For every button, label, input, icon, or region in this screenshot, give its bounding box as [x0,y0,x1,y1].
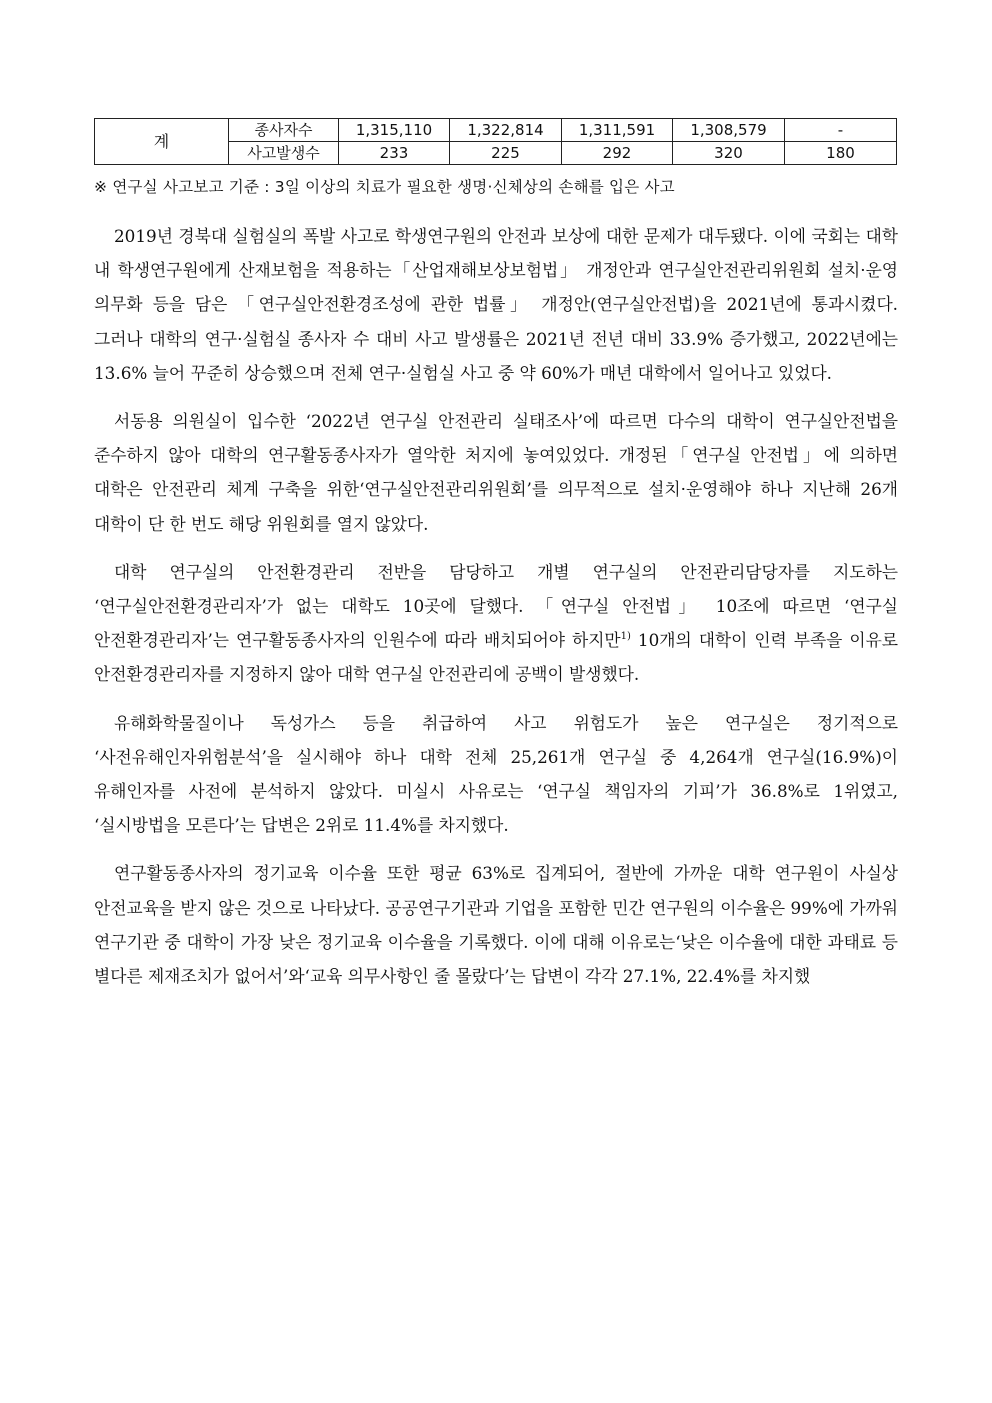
table-row [95,119,897,142]
paragraph-text: 대학 연구실의 안전환경관리 전반을 담당하고 개별 연구실의 안전관리담당자를 지도하는 ‘연구실안전환경관리자’가 없는 대학도 10곳에 달했다. 「연구실 안전법」 10조에 따르면 ‘연구실 안전환경관리자’는 연구활동종사자의 인원수에 따라 배치되어야 하지만 [94,561,898,651]
row-label-cell: 사고발생수 [229,142,339,165]
table-cell: 1,315,110 [339,119,450,142]
row-label-cell: 종사자수 [229,119,339,142]
table-cell: - [785,119,897,142]
accident-stats-table [94,118,897,165]
body-paragraph [94,555,898,692]
total-group-cell: 계 [95,119,229,165]
table-cell: 1,322,814 [450,119,562,142]
table-footnote: ※ 연구실 사고보고 기준 : 3일 이상의 치료가 필요한 생명·신체상의 손해를 입은 사고 [94,178,675,196]
body-paragraph: 유해화학물질이나 독성가스 등을 취급하여 사고 위험도가 높은 연구실은 정기적으로 ‘사전유해인자위험분석’을 실시해야 하나 대학 전체 25,261개 연구실 중 4,264개 연구실(16.9%)이 유해인자를 사전에 분석하지 않았다. 미실시 사유로는 ‘연구실 책임자의 기피’가 36.8%로 1위였고, ‘실시방법을 모른다’는 답변은 2위로 11.4%를 차지했다. [94,712,898,836]
table-cell: 292 [562,142,673,165]
document-page [94,118,898,993]
table-cell: 233 [339,142,450,165]
body-paragraph: 2019년 경북대 실험실의 폭발 사고로 학생연구원의 안전과 보상에 대한 문제가 대두됐다. 이에 국회는 대학 내 학생연구원에게 산재보험을 적용하는「산업재해보상보험법」 개정안과 연구실안전관리위원회 설치·운영 의무화 등을 담은 「연구실안전환경조성에 관한 법률」 개정안(연구실안전법)을 2021년에 통과시켰다. 그러나 대학의 연구·실험실 종사자 수 대비 사고 발생률은 2021년 전년 대비 33.9% 증가했고, 2022년에는 13.6% 늘어 꾸준히 상승했으며 전체 연구·실험실 사고 중 약 60%가 매년 대학에서 일어나고 있었다. [94,226,898,383]
body-paragraph: 연구활동종사자의 정기교육 이수율 또한 평균 63%로 집계되어, 절반에 가까운 대학 연구원이 사실상 안전교육을 받지 않은 것으로 나타났다. 공공연구기관과 기업을 포함한 민간 연구원의 이수율은 99%에 가까워 연구기관 중 대학이 가장 낮은 정기교육 이수율을 기록했다. 이에 대해 이유로는‘낮은 이수율에 대한 과태료 등 별다른 제재조치가 없어서’와‘교육 의무사항인 줄 몰랐다’는 답변이 각각 27.1%, 22.4%를 차지했 [94,863,898,987]
table-cell: 225 [450,142,562,165]
table-cell: 1,311,591 [562,119,673,142]
paragraph-text: 10개의 대학이 인력 부족을 이유로 안전환경관리자를 지정하지 않아 대학 연구실 안전관리에 공백이 발생했다. [94,630,898,685]
footnote-marker[interactable]: 1) [620,631,631,643]
table-cell: 180 [785,142,897,165]
table-cell: 320 [673,142,785,165]
table-cell: 1,308,579 [673,119,785,142]
body-paragraph: 서동용 의원실이 입수한 ‘2022년 연구실 안전관리 실태조사’에 따르면 다수의 대학이 연구실안전법을 준수하지 않아 대학의 연구활동종사자가 열악한 처지에 놓여있었다. 개정된「연구실 안전법」에 의하면 대학은 안전관리 체계 구축을 위한‘연구실안전관리위원회’를 의무적으로 설치·운영해야 하나 지난해 26개 대학이 단 한 번도 해당 위원회를 열지 않았다. [94,411,898,534]
